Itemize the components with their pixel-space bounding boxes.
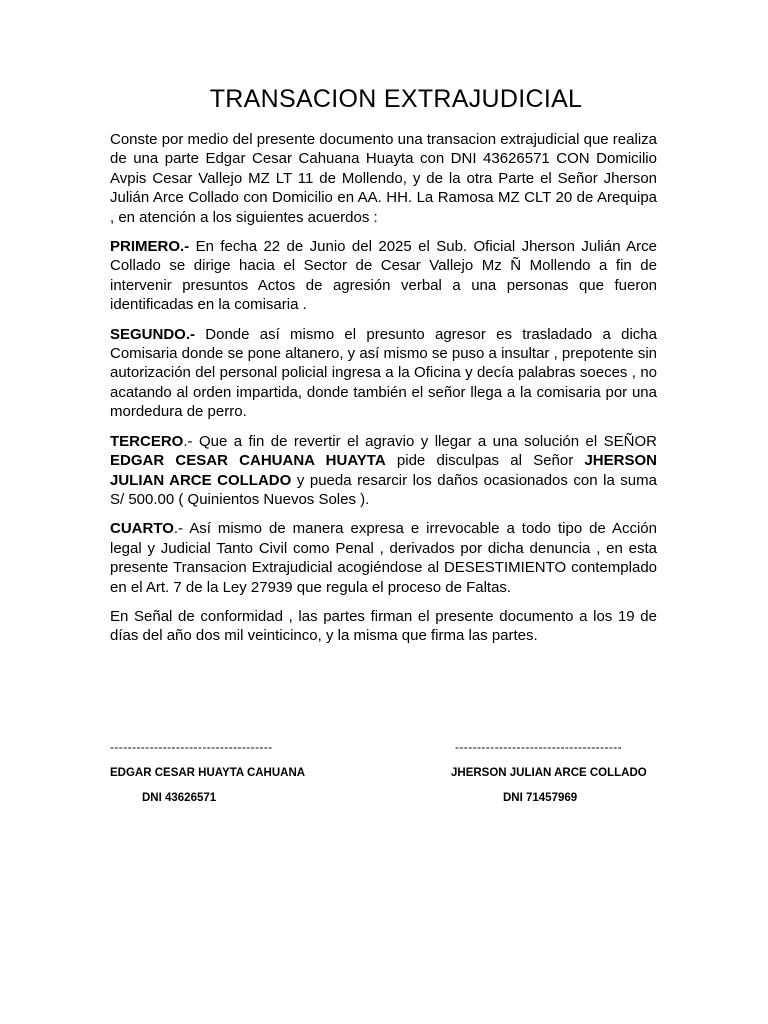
signature-dni-left: DNI 43626571 — [142, 792, 217, 804]
document-title: TRANSACION EXTRAJUDICIAL — [209, 85, 583, 113]
party-one-name: EDGAR CESAR CAHUANA HUAYTA — [110, 452, 386, 470]
clause-tercero — [110, 432, 657, 510]
signature-dni-right: DNI 71457969 — [503, 792, 578, 804]
signature-line-left: ------------------------------------- — [110, 740, 273, 754]
clause-tercero-text-2: pide disculpas al Señor — [385, 452, 585, 470]
party-two-name: JHERSON JULIAN ARCE COLLADO — [110, 452, 657, 489]
clause-tercero-heading: TERCERO — [110, 432, 184, 450]
clause-cuarto — [110, 519, 657, 597]
clause-segundo-heading: SEGUNDO.- — [110, 325, 196, 343]
clause-primero-text: En fecha 22 de Junio del 2025 el Sub. Oficial Jherson Julián Arce Collado se dirige hacia el Sector de Cesar Vallejo Mz Ñ Mollendo a fin de intervenir presuntos Actos de agresión verbal a una personas que fueron identificadas en la comisaria . — [110, 238, 657, 314]
clause-primero-heading: PRIMERO.- — [110, 238, 190, 256]
clause-segundo-text: Donde así mismo el presunto agresor es trasladado a dicha Comisaria donde se pone altanero, y así mismo se puso a insultar , prepotente sin autorización del personal policial ingresa a la Oficina y decía palabras soeces , no acatando al orden impartida, donde también el señor llega a la comisaria por una mordedura de perro. — [110, 325, 657, 421]
intro-paragraph: Conste por medio del presente documento una transacion extrajudicial que realiza de una parte Edgar Cesar Cahuana Huayta con DNI 43626571 CON Domicilio Avpis Cesar Vallejo MZ LT 11 de Mollendo, y de la otra Parte el Señor Jherson Julián Arce Collado con Domicilio en AA. HH. La Ramosa MZ CLT 20 de Arequipa , en atención a los siguientes acuerdos : — [110, 131, 657, 226]
closing-paragraph: En Señal de conformidad , las partes firman el presente documento a los 19 de días del año dos mil veinticinco, y la misma que firma las partes. — [110, 607, 657, 645]
document-body — [110, 130, 657, 656]
clause-cuarto-text: .- Así mismo de manera expresa e irrevocable a todo tipo de Acción legal y Judicial Tanto Civil como Penal , derivados por dicha denuncia , en esta presente Transacion Extrajudicial acogiéndose al DESESTIMIENTO contemplado en el Art. 7 de la Ley 27939 que regula el proceso de Faltas. — [110, 520, 657, 596]
clause-segundo — [110, 325, 657, 422]
clause-primero — [110, 237, 657, 315]
clause-cuarto-heading: CUARTO — [110, 520, 174, 538]
clause-tercero-text-1: .- Que a fin de revertir el agravio y llegar a una solución el SEÑOR — [183, 432, 657, 450]
signature-line-right: -------------------------------------- — [455, 740, 623, 754]
signature-name-left: EDGAR CESAR HUAYTA CAHUANA — [110, 767, 306, 779]
signature-name-right: JHERSON JULIAN ARCE COLLADO — [451, 767, 647, 779]
clause-tercero-text-3: y pueda resarcir los daños ocasionados con la suma S/ 500.00 ( Quinientos Nuevos Soles ). — [110, 471, 657, 508]
